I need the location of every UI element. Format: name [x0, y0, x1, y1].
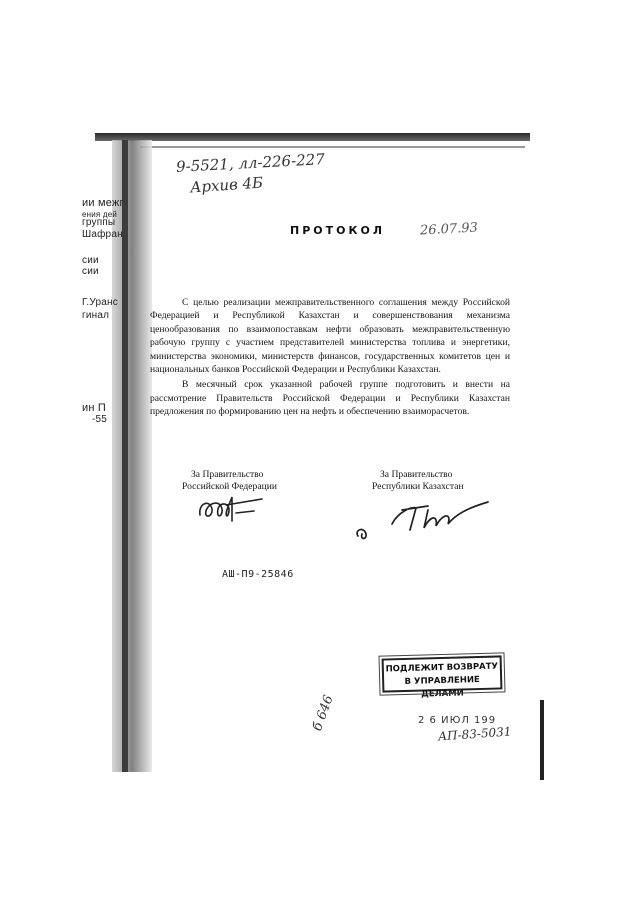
margin-fragment: сии — [82, 255, 99, 266]
signatory-left — [182, 469, 277, 493]
document-code: АШ-П9-25846 — [222, 569, 294, 580]
scan-right-edge — [540, 700, 544, 780]
body-paragraph: В месячный срок указанной рабочей группе подготовить и внести на рассмотрение Правительств Российской Федерации и Республики Казахстан предложения по формированию цен на нефть и обеспечению взаиморасчетов. — [150, 379, 510, 418]
scan-top-line — [140, 146, 525, 148]
date-stamp: 2 6 ИЮЛ 199 — [418, 715, 497, 726]
stamp-line: В УПРАВЛЕНИЕ ДЕЛАМИ — [404, 675, 480, 700]
handwritten-archive-note: Архив 4Б — [189, 173, 264, 197]
signatory-right-line: Республики Казахстан — [372, 481, 464, 492]
margin-fragment: -55 — [92, 414, 108, 425]
document-title: ПРОТОКОЛ — [290, 224, 385, 237]
stamp-line: ПОДЛЕЖИТ ВОЗВРАТУ — [385, 661, 499, 675]
handwritten-reference: 9-5521, лл-226-227 — [175, 150, 326, 176]
return-stamp — [382, 655, 503, 700]
signatory-left-line: Российской Федерации — [182, 481, 277, 492]
signatory-right — [372, 469, 464, 493]
margin-fragment: гинал — [82, 310, 110, 321]
signatory-left-line: За Правительство — [191, 469, 264, 480]
handwritten-number: б 646 — [310, 693, 337, 734]
handwritten-code: АП-83-5031 — [437, 724, 512, 744]
signatory-right-line: За Правительство — [380, 469, 453, 480]
margin-fragment: группы — [82, 217, 116, 228]
signature-left — [196, 493, 266, 525]
margin-fragment: ии межг — [82, 197, 124, 209]
document-body — [150, 296, 510, 419]
body-paragraph: С целью реализации межправительственного соглашения между Российской Федерацией и Республикой Казахстан и совершенствования механизма ценообразования по взаимопоставкам нефти образовать межправительственную рабочую группу с участием представителей министерства топлива и энергетики, министерства экономики, министерств финансов, государственных комитетов цен и национальных банков Российской Федерации и Республики Казахстан. — [150, 297, 510, 376]
margin-fragment: сии — [82, 266, 99, 277]
margin-fragment: Г.Уранс — [82, 297, 118, 308]
handwritten-date: 26.07.93 — [419, 220, 479, 239]
margin-fragment: ения дей — [82, 210, 118, 219]
margin-fragment: Шафран — [82, 229, 123, 240]
margin-fragment: ин П — [82, 402, 106, 414]
scan-top-edge — [95, 133, 530, 141]
signature-right — [352, 494, 492, 546]
